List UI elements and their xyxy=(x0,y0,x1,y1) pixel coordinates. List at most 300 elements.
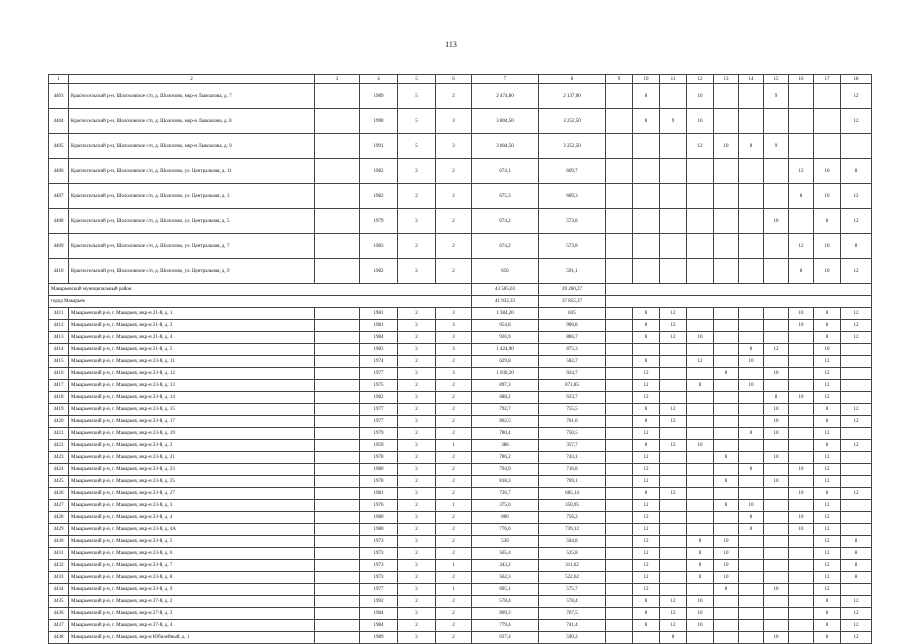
table-cell xyxy=(739,368,764,380)
table-row xyxy=(49,632,872,644)
table-cell xyxy=(606,332,633,344)
table-cell: 10 xyxy=(764,209,789,234)
table-cell: 10 xyxy=(789,320,814,332)
table-cell xyxy=(660,84,687,109)
table-cell: 8 xyxy=(739,428,764,440)
summary-empty xyxy=(606,296,872,308)
table-cell: 1 xyxy=(436,560,472,572)
table-cell: 12 xyxy=(633,464,660,476)
table-cell: 2 xyxy=(398,500,436,512)
address-cell: Красносельский р-н, Шолоховское с/п, д. Шолохово, мкр-н Лыкоалова, д. 8 xyxy=(69,109,315,134)
table-cell xyxy=(687,416,714,428)
table-cell: 12 xyxy=(814,464,841,476)
table-cell xyxy=(789,500,814,512)
table-cell: 12 xyxy=(841,608,872,620)
table-cell: 2 xyxy=(398,159,436,184)
table-row xyxy=(49,572,872,584)
table-cell xyxy=(764,524,789,536)
table-cell: 10 xyxy=(714,536,739,548)
table-cell xyxy=(315,608,360,620)
table-cell: 8 xyxy=(660,632,687,644)
table-cell: 2 xyxy=(398,512,436,524)
table-cell: 10 xyxy=(687,84,714,109)
table-cell: 10 xyxy=(714,548,739,560)
table-cell xyxy=(606,440,633,452)
table-cell: 8 xyxy=(687,560,714,572)
table-cell xyxy=(315,308,360,320)
table-cell xyxy=(606,344,633,356)
table-cell xyxy=(315,184,360,209)
table-cell: 2 xyxy=(398,572,436,584)
table-cell xyxy=(714,512,739,524)
table-cell: 4418 xyxy=(49,392,69,404)
table-cell xyxy=(739,159,764,184)
table-cell: 12 xyxy=(841,488,872,500)
table-cell xyxy=(606,632,633,644)
table-row xyxy=(49,548,872,560)
table-cell: 4406 xyxy=(49,159,69,184)
table-cell xyxy=(660,584,687,596)
table-row xyxy=(49,344,872,356)
table-cell xyxy=(315,596,360,608)
table-cell: 12 xyxy=(814,452,841,464)
table-cell: 1973 xyxy=(360,536,398,548)
table-cell: 8 xyxy=(841,560,872,572)
table-cell xyxy=(764,380,789,392)
table-cell: 2 xyxy=(436,476,472,488)
table-cell: 8 xyxy=(714,500,739,512)
table-cell: 4431 xyxy=(49,548,69,560)
table-cell: 2 xyxy=(398,560,436,572)
table-cell xyxy=(714,184,739,209)
table-cell xyxy=(315,428,360,440)
table-cell xyxy=(606,259,633,284)
table-cell: 2 137,00 xyxy=(539,84,606,109)
column-number-cell: 16 xyxy=(789,75,814,84)
table-row xyxy=(49,368,872,380)
table-cell xyxy=(633,344,660,356)
table-cell: 2 xyxy=(398,356,436,368)
table-cell: 1982 xyxy=(360,159,398,184)
table-cell: 1 384,20 xyxy=(472,308,539,320)
table-cell: 12 xyxy=(814,392,841,404)
table-cell xyxy=(789,596,814,608)
table-cell xyxy=(606,159,633,184)
table-cell: 12 xyxy=(814,584,841,596)
table-cell xyxy=(606,368,633,380)
table-cell xyxy=(739,584,764,596)
table-row xyxy=(49,512,872,524)
table-cell: 750,5 xyxy=(539,428,606,440)
table-cell xyxy=(315,404,360,416)
table-cell: 3 804,50 xyxy=(472,134,539,159)
table-cell: 4437 xyxy=(49,620,69,632)
table-cell: 3 xyxy=(436,368,472,380)
table-cell: 1973 xyxy=(360,560,398,572)
table-cell xyxy=(687,344,714,356)
address-cell: Макарьевский р-н, г. Макарьев, мкр-н 21-й, д. 5 xyxy=(69,344,315,356)
table-cell xyxy=(660,344,687,356)
table-cell: 8 xyxy=(841,572,872,584)
table-cell: 1982 xyxy=(360,184,398,209)
table-cell: 10 xyxy=(764,476,789,488)
table-cell: 1980 xyxy=(360,512,398,524)
summary-total-area: 43 505,03 xyxy=(472,284,539,296)
table-cell xyxy=(714,488,739,500)
table-cell xyxy=(764,548,789,560)
table-cell xyxy=(606,109,633,134)
table-cell: 2 xyxy=(398,548,436,560)
table-cell xyxy=(633,234,660,259)
housing-registry-table xyxy=(48,74,872,644)
address-cell: Красносельский р-н, Шолоховское с/п, д. Шолохово, ул. Центральная, д. 9 xyxy=(69,259,315,284)
table-cell: 743,1 xyxy=(539,452,606,464)
table-cell xyxy=(687,464,714,476)
table-cell: 2 xyxy=(398,632,436,644)
address-cell: Макарьевский р-н, г. Макарьев, мкр-н 23-й, д. 12 xyxy=(69,368,315,380)
table-cell: 10 xyxy=(687,608,714,620)
address-cell: Макарьевский р-н, г. Макарьев, мкр-н 23-й, д. 9 xyxy=(69,584,315,596)
table-cell: 794,9 xyxy=(472,464,539,476)
table-cell xyxy=(789,632,814,644)
table-cell: 12 xyxy=(660,332,687,344)
table-cell xyxy=(315,259,360,284)
table-cell: 4409 xyxy=(49,234,69,259)
table-cell xyxy=(315,159,360,184)
table-cell: 2 xyxy=(436,596,472,608)
table-cell xyxy=(739,84,764,109)
table-cell: 5 xyxy=(398,84,436,109)
table-cell: 12 xyxy=(814,524,841,536)
address-cell: Макарьевский р-н, г. Макарьев, мкр-н 23-й, д. 6 xyxy=(69,548,315,560)
table-cell: 2 xyxy=(398,452,436,464)
table-cell: 809,3 xyxy=(472,608,539,620)
column-number-cell: 2 xyxy=(69,75,315,84)
table-cell: 4411 xyxy=(49,308,69,320)
table-cell: 8 xyxy=(633,488,660,500)
table-cell: 12 xyxy=(841,109,872,134)
table-cell: 12 xyxy=(814,536,841,548)
table-cell: 637,4 xyxy=(472,632,539,644)
table-cell: 12 xyxy=(660,608,687,620)
table-cell: 4436 xyxy=(49,608,69,620)
table-cell: 10 xyxy=(687,109,714,134)
table-row xyxy=(49,84,872,109)
table-cell xyxy=(739,536,764,548)
table-cell: 12 xyxy=(841,416,872,428)
table-row xyxy=(49,308,872,320)
table-row xyxy=(49,428,872,440)
table-cell: 2 xyxy=(436,608,472,620)
table-cell xyxy=(606,380,633,392)
table-cell xyxy=(739,392,764,404)
table-cell: 2 xyxy=(436,620,472,632)
table-cell: 8 xyxy=(789,184,814,209)
table-cell: 565,4 xyxy=(472,548,539,560)
table-cell: 2 xyxy=(398,428,436,440)
table-cell xyxy=(606,416,633,428)
table-cell: 769,1 xyxy=(539,476,606,488)
table-cell: 633,7 xyxy=(539,392,606,404)
table-cell: 1990 xyxy=(360,109,398,134)
table-cell xyxy=(606,404,633,416)
table-cell xyxy=(789,380,814,392)
table-cell: 3 252,50 xyxy=(539,109,606,134)
table-cell: 8 xyxy=(814,416,841,428)
table-cell: 8 xyxy=(814,440,841,452)
table-cell: 10 xyxy=(814,234,841,259)
table-cell: 12 xyxy=(841,308,872,320)
table-cell: 1977 xyxy=(360,416,398,428)
table-cell: 3 xyxy=(436,134,472,159)
table-cell xyxy=(315,464,360,476)
table-cell: 4423 xyxy=(49,452,69,464)
table-cell xyxy=(606,488,633,500)
table-cell: 786,2 xyxy=(472,452,539,464)
district-summary-row xyxy=(49,284,872,296)
table-cell xyxy=(315,209,360,234)
table-cell xyxy=(739,572,764,584)
table-cell: 2 xyxy=(398,308,436,320)
table-cell xyxy=(606,464,633,476)
table-cell: 8 xyxy=(814,320,841,332)
table-cell: 756,2 xyxy=(539,512,606,524)
address-cell: Макарьевский р-н, г. Макарьев, мкр-н 23-й, д. 13 xyxy=(69,380,315,392)
table-cell xyxy=(764,320,789,332)
table-cell: 357,7 xyxy=(539,440,606,452)
table-cell xyxy=(606,320,633,332)
table-cell: 12 xyxy=(814,548,841,560)
table-cell xyxy=(789,452,814,464)
table-cell: 2 xyxy=(436,380,472,392)
table-cell: 2 474,80 xyxy=(472,84,539,109)
table-cell xyxy=(633,184,660,209)
summary-living-area: 39 260,27 xyxy=(539,284,606,296)
table-cell xyxy=(315,476,360,488)
table-cell: 8 xyxy=(633,440,660,452)
table-cell xyxy=(606,608,633,620)
table-cell xyxy=(687,209,714,234)
table-row xyxy=(49,476,872,488)
table-cell xyxy=(841,380,872,392)
table-cell: 9 xyxy=(764,84,789,109)
table-cell: 2 xyxy=(398,344,436,356)
table-cell: 2 xyxy=(398,404,436,416)
table-cell: 4421 xyxy=(49,428,69,440)
table-cell xyxy=(764,572,789,584)
table-cell: 8 xyxy=(814,209,841,234)
table-cell: 10 xyxy=(739,500,764,512)
table-cell: 8 xyxy=(633,620,660,632)
table-cell xyxy=(789,416,814,428)
table-cell xyxy=(660,428,687,440)
table-cell xyxy=(764,512,789,524)
table-cell: 12 xyxy=(814,368,841,380)
table-cell: 8 xyxy=(714,452,739,464)
table-cell: 12 xyxy=(633,584,660,596)
table-cell: 685,14 xyxy=(539,488,606,500)
table-cell xyxy=(764,109,789,134)
table-cell xyxy=(660,524,687,536)
column-number-cell: 5 xyxy=(398,75,436,84)
table-row xyxy=(49,159,872,184)
table-row xyxy=(49,464,872,476)
table-cell xyxy=(739,620,764,632)
table-cell: 4417 xyxy=(49,380,69,392)
table-cell: 8 xyxy=(814,308,841,320)
table-cell xyxy=(714,464,739,476)
table-cell: 2 xyxy=(398,416,436,428)
table-cell xyxy=(764,440,789,452)
column-number-cell: 1 xyxy=(49,75,69,84)
table-cell: 2 xyxy=(398,380,436,392)
table-cell: 2 xyxy=(436,84,472,109)
column-number-cell: 12 xyxy=(687,75,714,84)
address-cell: Макарьевский р-н, г. Макарьев, мкр-н 23-й, д. 25 xyxy=(69,476,315,488)
column-number-cell: 6 xyxy=(436,75,472,84)
address-cell: Красносельский р-н, Шолоховское с/п, д. Шолохово, ул. Центральная, д. 3 xyxy=(69,184,315,209)
table-cell xyxy=(660,209,687,234)
table-cell xyxy=(315,512,360,524)
table-cell: 2 xyxy=(398,584,436,596)
table-cell: 674,2 xyxy=(472,209,539,234)
table-cell: 10 xyxy=(687,596,714,608)
table-row xyxy=(49,440,872,452)
table-cell: 2 xyxy=(398,620,436,632)
table-cell: 2 xyxy=(398,536,436,548)
table-cell: 924,7 xyxy=(539,368,606,380)
table-row xyxy=(49,452,872,464)
table-cell: 1981 xyxy=(360,488,398,500)
table-cell: 4438 xyxy=(49,632,69,644)
address-cell: Макарьевский р-н, г. Макарьев, мкр-н 23-й, д. 3 xyxy=(69,500,315,512)
table-cell: 1959 xyxy=(360,440,398,452)
table-cell xyxy=(606,476,633,488)
address-cell: Красносельский р-н, Шолоховское с/п, д. Шолохово, мкр-н Лыкоалова, д. 7 xyxy=(69,84,315,109)
table-cell xyxy=(764,234,789,259)
table-cell xyxy=(841,452,872,464)
table-cell xyxy=(764,560,789,572)
table-cell: 2 xyxy=(398,488,436,500)
table-cell: 2 xyxy=(398,524,436,536)
address-cell: Макарьевский р-н, г. Макарьев, мкр-н 23-й, д. 5 xyxy=(69,536,315,548)
table-cell: 2 xyxy=(398,608,436,620)
table-cell: 8 xyxy=(814,404,841,416)
table-cell xyxy=(315,560,360,572)
table-cell xyxy=(660,548,687,560)
table-cell xyxy=(687,184,714,209)
table-cell: 10 xyxy=(789,512,814,524)
table-cell: 871,85 xyxy=(539,380,606,392)
table-cell xyxy=(315,572,360,584)
address-cell: Макарьевский р-н, г. Макарьев, мкр-н 21-й, д. 1 xyxy=(69,308,315,320)
table-cell: 605,1 xyxy=(472,584,539,596)
table-cell: 674,2 xyxy=(472,234,539,259)
table-cell: 2 xyxy=(436,488,472,500)
column-number-cell: 11 xyxy=(660,75,687,84)
table-cell: 522,62 xyxy=(539,572,606,584)
table-cell: 2 xyxy=(398,209,436,234)
table-cell xyxy=(739,332,764,344)
table-cell: 8 xyxy=(714,584,739,596)
table-cell: 806 xyxy=(472,512,539,524)
table-cell xyxy=(714,596,739,608)
table-cell: 12 xyxy=(660,320,687,332)
table-cell: 8 xyxy=(739,512,764,524)
table-cell: 1980 xyxy=(360,524,398,536)
table-cell: 2 xyxy=(436,572,472,584)
table-cell xyxy=(789,620,814,632)
table-cell xyxy=(606,548,633,560)
table-cell: 12 xyxy=(633,572,660,584)
table-cell: 4425 xyxy=(49,476,69,488)
table-cell xyxy=(687,476,714,488)
table-cell: 2 xyxy=(436,184,472,209)
table-cell: 12 xyxy=(660,308,687,320)
table-cell xyxy=(687,452,714,464)
table-cell: 12 xyxy=(841,596,872,608)
table-cell: 906,8 xyxy=(539,320,606,332)
table-cell: 8 xyxy=(687,536,714,548)
table-cell: 716,8 xyxy=(539,464,606,476)
table-cell xyxy=(841,464,872,476)
table-cell: 10 xyxy=(764,416,789,428)
table-cell: 2 xyxy=(436,512,472,524)
table-cell: 2 xyxy=(436,464,472,476)
table-cell: 674,1 xyxy=(472,159,539,184)
table-cell: 2 xyxy=(436,234,472,259)
table-cell: 12 xyxy=(814,356,841,368)
address-cell: Макарьевский р-н, г. Макарьев, мкр-н 23-й, д. 7 xyxy=(69,560,315,572)
table-cell: 12 xyxy=(633,392,660,404)
table-cell: 12 xyxy=(660,596,687,608)
table-cell xyxy=(714,109,739,134)
table-cell xyxy=(315,620,360,632)
table-cell: 10 xyxy=(814,184,841,209)
table-cell: 5 xyxy=(398,134,436,159)
table-cell xyxy=(789,440,814,452)
table-cell xyxy=(633,159,660,184)
column-number-cell: 7 xyxy=(472,75,539,84)
table-cell xyxy=(714,380,739,392)
table-cell xyxy=(315,452,360,464)
table-cell: 2 xyxy=(436,428,472,440)
table-cell xyxy=(789,84,814,109)
table-cell: 2 xyxy=(436,259,472,284)
table-cell xyxy=(606,308,633,320)
table-row xyxy=(49,320,872,332)
table-cell: 8 xyxy=(633,608,660,620)
table-cell xyxy=(687,392,714,404)
table-cell: 386 xyxy=(472,440,539,452)
table-cell: 2 xyxy=(398,259,436,284)
table-cell: 4422 xyxy=(49,440,69,452)
table-cell: 12 xyxy=(633,548,660,560)
table-cell xyxy=(814,109,841,134)
table-cell: 1984 xyxy=(360,608,398,620)
table-cell: 792,7 xyxy=(472,404,539,416)
table-cell xyxy=(841,356,872,368)
address-cell: Макарьевский р-н, г. Макарьев, мкр-н 27-й, д. 3 xyxy=(69,608,315,620)
table-row xyxy=(49,500,872,512)
table-cell xyxy=(315,416,360,428)
table-cell: 4426 xyxy=(49,488,69,500)
table-cell xyxy=(633,209,660,234)
table-cell xyxy=(687,259,714,284)
table-cell xyxy=(714,620,739,632)
table-cell: 8 xyxy=(814,332,841,344)
table-cell xyxy=(789,608,814,620)
